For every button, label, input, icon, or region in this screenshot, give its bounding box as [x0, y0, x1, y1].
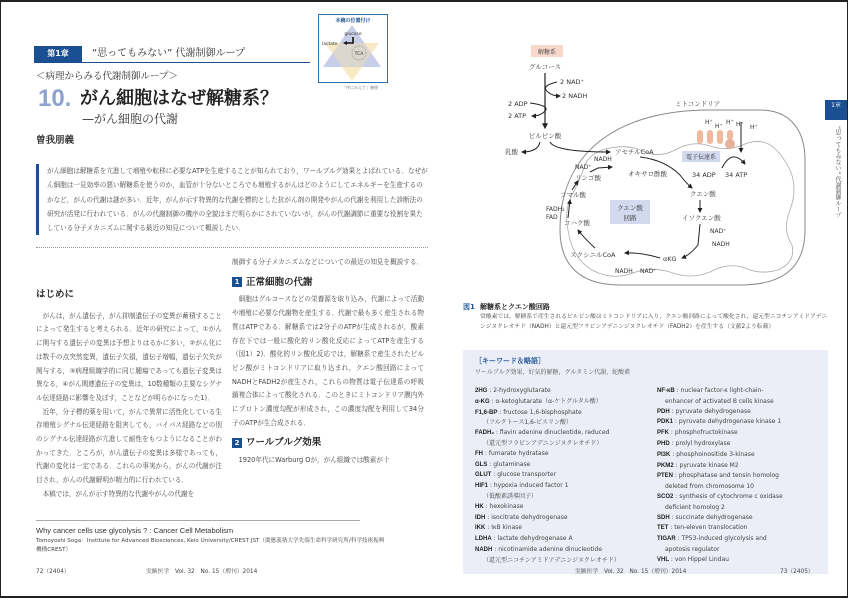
abbreviation-term: TET — [657, 525, 669, 532]
pyruvate-label: ピルビン酸 — [528, 132, 562, 140]
citrate-label: クエン酸 — [690, 190, 716, 198]
abbreviation-separator: : — [673, 492, 680, 500]
body-column-left — [36, 288, 222, 502]
article-number: 10. — [38, 85, 72, 112]
nadh-2-label: 2 NADH — [562, 92, 588, 100]
h-plus-4: H⁺ — [736, 121, 744, 128]
abbreviation-separator: : — [483, 502, 490, 510]
acetyl-coa-label: アセチルCoA — [615, 148, 654, 156]
abbreviation-entry — [475, 397, 655, 408]
abbreviation-definition: α-ketoglutarate（α-ケトグルタル酸） — [495, 397, 602, 405]
abbreviation-separator: : — [673, 472, 679, 480]
abbreviation-separator: : — [669, 407, 676, 415]
abbreviation-term: PKM2 — [657, 462, 674, 469]
abbreviation-term: 2HG — [475, 388, 488, 394]
abbreviation-term: LDHA — [475, 536, 492, 543]
abbreviation-definition: fructose 1,6-bisphosphate — [503, 408, 582, 416]
abbreviation-separator: : — [497, 408, 504, 416]
abbreviation-note: （フルクトース1,6-ビスリン酸） — [483, 419, 573, 427]
abbreviation-definition: isocitrate dehydrogenase — [491, 513, 568, 521]
abbreviation-term: PFK — [657, 430, 669, 437]
abbreviation-definition: pyruvate dehydrogenase — [675, 407, 751, 415]
section-1-heading — [232, 276, 424, 290]
abbreviations-left — [475, 386, 655, 566]
chapter-badge: 第1章 — [34, 46, 82, 62]
abbreviation-separator: : — [483, 449, 489, 457]
abbreviation-separator: : — [668, 524, 675, 532]
atp-2-label: 2 ATP — [508, 112, 527, 120]
side-chapter-title: “思ってもみない” 代謝制御ループ — [834, 126, 841, 219]
abbreviation-term: PTEN — [657, 473, 674, 480]
abbreviation-note: enhancer of activated B cells kinase — [665, 397, 774, 405]
h-plus-3: H⁺ — [726, 119, 734, 126]
intro-paragraph-2: 近年，分子標的薬を用いて，がんで異常に活性化している生存増殖シグナル伝達経路を阻害しても，バイパス経路などの別のシグナル伝達経路が亢進して耐性をもつようになることがわかってきた．ところが，がん遺伝子の変異は多様であっても，代謝の変化は一定である．これらの事実から，がんの代謝が注目され，がんの代謝解明が精力的に行われている． — [36, 407, 222, 485]
adp-2-label: 2 ADP — [508, 100, 528, 108]
abbreviation-entry — [475, 545, 655, 566]
abbreviation-term: GLS — [475, 461, 488, 468]
idh-nadh-label: NADH — [712, 241, 730, 248]
footer-rule — [36, 520, 360, 521]
abbreviation-entry — [475, 481, 655, 502]
abbreviation-definition: hypoxia induced factor 1 — [493, 482, 569, 490]
abbreviation-definition: 2-hydroxyglutarate — [493, 387, 551, 394]
english-title: Why cancer cells use glycolysis ? : Cancer Cell Metabolism — [36, 526, 234, 535]
abbreviation-separator: : — [670, 450, 677, 458]
position-diagram — [319, 15, 386, 81]
succinyl-coa-label: スクシニルCoA — [570, 251, 616, 259]
mdh-nadh-label: NADH — [594, 156, 612, 163]
abbreviation-term: PHD — [657, 440, 670, 447]
abbreviation-separator: : — [491, 535, 498, 543]
chapter-title: “思ってもみない” 代謝制御ループ — [92, 48, 246, 59]
abbreviation-term: IKK — [475, 525, 486, 532]
abstract-divider — [36, 247, 428, 248]
abbreviation-entry — [475, 470, 655, 481]
succinate-label: コハク酸 — [564, 219, 590, 227]
abbreviation-separator: : — [494, 429, 500, 437]
abbreviation-separator: : — [675, 535, 682, 543]
abbreviation-separator: : — [669, 513, 676, 521]
figure-caption-text: 常酸素では，解糖系で産生されるピルビン酸はミトコンドリアに入り，クエン酸回路によって酸化され，還元型ニコチンアミドアデニンジヌクレオチド（NADH）と還元型フラビンアデニンジヌクレオチド（FADH2）を産生する（文献2より転載） — [480, 314, 828, 331]
abbreviation-note: （還元型フラビンアデニンジヌクレオチド） — [483, 439, 603, 447]
abbreviation-entry — [475, 523, 655, 534]
abbreviation-definition: succinate dehydrogenase — [675, 513, 753, 521]
abbreviation-term: NADH — [475, 546, 493, 553]
abbreviation-note: apotosis regulator — [665, 545, 720, 553]
abbreviation-term: TIGAR — [657, 536, 676, 543]
abbreviation-entry — [657, 471, 825, 492]
abbreviation-separator: : — [488, 482, 494, 490]
section-2-title: ワールブルグ効果 — [246, 437, 322, 449]
abbreviation-entry — [657, 386, 825, 407]
malate-label: リンゴ酸 — [575, 174, 601, 182]
lactate-label: 乳酸 — [505, 148, 518, 156]
article-kicker: ＜病理からみる代謝制御ループ＞ — [36, 71, 179, 82]
abbreviation-separator: : — [492, 545, 499, 553]
abbreviation-entry — [657, 513, 825, 524]
abbreviation-note: （低酸素誘導因子） — [483, 492, 538, 500]
abbreviations-right — [657, 386, 825, 566]
abbreviation-term: FH — [475, 450, 483, 457]
abbreviation-separator: : — [485, 524, 492, 532]
mdh-nad-plus-label: NAD⁺ — [575, 164, 592, 171]
abbreviation-separator: : — [674, 387, 681, 394]
abbreviation-entry — [475, 513, 655, 524]
keywords-title: ［キーワード＆略語］ — [475, 357, 545, 365]
abbreviation-term: VHL — [657, 556, 669, 563]
atp-synthase — [725, 139, 735, 149]
abbreviation-definition: von Hippel Lindau — [674, 555, 729, 563]
glucose-label: グルコース — [529, 63, 561, 71]
abbreviation-entry — [475, 408, 655, 429]
abbreviation-term: FADH₂ — [475, 430, 494, 437]
fadh2-label: FADH₂ — [546, 206, 565, 213]
abbreviation-entry — [657, 461, 825, 472]
abbreviation-term: PI3K — [657, 451, 671, 458]
abbreviation-definition: flavin adenine dinucleotide, reduced — [499, 429, 610, 437]
abbreviation-term: α-KG — [475, 398, 490, 405]
abbreviation-note: （還元型ニコチンアミドアデニンジヌクレオチド） — [483, 556, 620, 564]
intro-paragraph-3: 本稿では，がんが示す特異的な代謝やがんの代謝を — [42, 489, 195, 498]
abbreviation-term: F1,6-BP — [475, 409, 498, 416]
chapter-rule — [34, 62, 310, 63]
abbreviation-entry — [657, 555, 825, 566]
abbreviation-entry — [657, 428, 825, 439]
abbreviation-entry — [475, 502, 655, 513]
posbox-tca: TCA — [354, 52, 364, 57]
section-2-heading — [232, 436, 424, 450]
nad-plus-2-label: 2 NAD⁺ — [560, 78, 584, 86]
abbreviation-entry — [475, 386, 655, 397]
abstract: がん細胞は解糖系を亢進して増殖や転移に必要なATPを生産することが知られており，ワールブルグ効果とよばれている．なぜがん細胞は一見効率の悪い解糖系を使うのか，血管が十分ないところでも増殖するがんはどのようにしてエネルギーを生産するのかなど，がんの代謝は謎が多い．近年，がんが示す特異的な代謝を標的とした抗がん剤の開発やがんの代謝を利用した診断法の研究が活発に行われている．がんの代謝制御の機序の全貌はまだ明らかにされていないが，がんの代謝調節に重要な役割を果たしている分子メカニズムに関する最近の知見について概説したい． — [36, 164, 428, 235]
abbreviation-definition: synthesis of cytochrome c oxidase — [679, 492, 783, 500]
position-box — [318, 14, 388, 83]
intro-continuation: 制御する分子メカニズムなどについての最近の知見を概説する． — [232, 258, 424, 266]
abbreviation-definition: glutaminase — [493, 460, 531, 468]
etc-complex-4 — [727, 130, 733, 140]
abbreviation-definition: pyruvate dehydrogenase kinase 1 — [678, 418, 782, 426]
abbreviation-note: deficient homolog 2 — [665, 503, 725, 511]
fumarate-label: フマル酸 — [560, 191, 586, 199]
abbreviation-term: PDK1 — [657, 419, 674, 426]
abbreviation-separator: : — [491, 471, 498, 479]
fad-label: FAD — [546, 214, 558, 221]
adp-34-label: 34 ADP — [692, 171, 716, 179]
position-box-caption: 「序にかえて」参照 — [342, 85, 378, 90]
section-1-text: 細胞はグルコースなどの栄養源を取り込み，代謝によって活動や増殖に必要な代謝物を産生する．代謝で最も多く産生される物質はATPである．解糖系では2分子のATPが生成されるが，酸素存在下では一般に酸化的リン酸化反応によってATPを産生する（図1）2)．酸化的リン酸化反応では，解糖系で産生されたピルビン酸がミトコンドリアに取り込まれ，クエン酸回路によってNADHとFADH2が産生され，これらの物質は電子伝達系の呼吸鎖複合体によって酸化される．このときにミトコンドリア膜内外にプロトン濃度勾配が形成され，この濃度勾配を利用して34分子のATPが生合成される． — [232, 295, 424, 427]
mitochondria-label: ミトコンドリア — [675, 100, 721, 108]
idh-nad-plus-label: NAD⁺ — [710, 228, 727, 235]
abbreviation-term: SDH — [657, 514, 670, 521]
abbreviation-entry — [475, 460, 655, 471]
abbreviation-entry — [475, 449, 655, 460]
abbreviation-term: IDH — [475, 514, 486, 521]
abbreviation-definition: phosphofructokinase — [674, 429, 738, 437]
left-journal-info: 実験医学 Vol. 32 No. 15（増刊）2014 — [146, 569, 258, 575]
akgdh-nadh-label: NADH — [615, 268, 633, 275]
abbreviation-entry — [657, 439, 825, 450]
left-page-number: 72（2404） — [36, 569, 70, 575]
article-title: がん細胞はなぜ解糖系？ — [80, 88, 278, 109]
abbreviation-separator: : — [669, 429, 675, 437]
abbreviation-separator: : — [673, 461, 680, 469]
abbreviation-entry — [657, 417, 825, 428]
abbreviation-separator: : — [669, 555, 675, 563]
abbreviation-term: GLUT — [475, 472, 492, 479]
body-column-right — [232, 256, 424, 468]
posbox-lactate: lactate — [322, 42, 338, 47]
abbreviation-term: PDH — [657, 408, 670, 415]
glycolysis-label: 解糖系 — [537, 49, 557, 56]
author-affiliation: Tomoyoshi Soga：Institute for Advanced Biosciences, Keio University/CREST JST（慶應義塾大学先端生命科学研究所/科学技術振興機構CREST） — [36, 538, 385, 553]
h-plus-5: H⁺ — [750, 124, 758, 131]
abbreviation-separator: : — [669, 439, 676, 447]
keywords-list: ワールブルグ効果，好気的解糖，グルタミン代謝，蛇酸素 — [475, 369, 631, 376]
abbreviation-term: SCO2 — [657, 493, 674, 500]
section-1-number: 1 — [232, 277, 242, 287]
abbreviation-definition: lactate dehydrogenase A — [497, 535, 573, 543]
abbreviation-definition: pyruvate kinase M2 — [679, 461, 739, 469]
etc-complex-3 — [717, 130, 723, 144]
abbreviation-definition: TP53-induced glycolysis and — [681, 535, 767, 543]
abbreviation-definition: ten-eleven translocation — [674, 524, 748, 532]
abbreviation-entry — [475, 534, 655, 545]
akgdh-nad-plus-label: NAD⁺ — [640, 268, 657, 275]
figure-label: 図1 — [463, 303, 475, 311]
h-plus-2: H⁺ — [715, 123, 723, 130]
abbreviation-term: HK — [475, 503, 484, 510]
intro-paragraph-1: がんは，がん遺伝子，がん抑制遺伝子の変異が蓄積することによって発生すると考えられる．近年の研究によって，①がんに関与する遺伝子の変異は予想よりはるかに多い，②がん化には数千の点突然変異，遺伝子欠損，遺伝子増幅，遺伝子欠失が関与する，③病理組織学的に同じ腫瘍であっても遺伝子変異は異なる，④がん関連遺伝子の変異は，10数種類の主要なシグナル伝達経路に影響を及ぼす，ことなどが明らかになった1)． — [36, 311, 222, 402]
posbox-glucose: glucose — [344, 32, 362, 37]
abbreviation-note: deleted from chromosome 10 — [665, 483, 754, 491]
isocitrate-label: イソクエン酸 — [682, 214, 721, 222]
abbreviation-entry — [657, 523, 825, 534]
abbreviation-separator: : — [485, 513, 492, 521]
abbreviation-definition: nuclear factor-κ light-chain- — [680, 387, 764, 394]
position-box-title: 本稿の位置付け — [335, 18, 371, 24]
abbreviation-separator: : — [489, 397, 496, 405]
abbreviation-entry — [657, 407, 825, 418]
abbreviation-term: HIF1 — [475, 483, 489, 490]
side-chapter-tab: 1章 — [825, 100, 847, 120]
metabolism-diagram — [460, 40, 820, 295]
abbreviation-entry — [657, 450, 825, 461]
h-plus-1: H⁺ — [705, 119, 713, 126]
abbreviation-definition: nicotinamide adenine dinucleotide — [498, 545, 603, 553]
section-2-number: 2 — [232, 438, 242, 448]
abbreviation-term: NF-κB — [657, 388, 675, 394]
abbreviation-entry — [475, 428, 655, 449]
abbreviation-definition: prolyl hydroxylase — [675, 439, 731, 447]
right-journal-info: 実験医学 Vol. 32 No. 15（増刊）2014 — [575, 569, 687, 575]
abbreviation-definition: hexokinase — [489, 502, 524, 510]
section-2-text: 1920年代にWarburg Oが，がん組織では酸素が十 — [238, 456, 390, 465]
article-subtitle: —がん細胞の代謝 — [82, 112, 179, 126]
tca-label-line2: 回路 — [623, 214, 637, 222]
section-1-title: 正常細胞の代謝 — [246, 276, 313, 288]
abbreviation-entry — [657, 534, 825, 555]
abbreviation-definition: fumarate hydratase — [488, 449, 549, 457]
etc-label: 電子伝達系 — [685, 154, 717, 161]
etc-complex-2 — [707, 130, 713, 144]
etc-complex-1 — [697, 130, 703, 144]
abbreviation-definition: IκB kinase — [491, 524, 522, 532]
abbreviation-definition: phosphoinositide 3-kinase — [676, 450, 755, 458]
figure-title: 解糖系とクエン酸回路 — [480, 303, 550, 311]
author-name: 曽我朋義 — [36, 135, 75, 146]
abbreviation-definition: glucose transporter — [497, 471, 557, 479]
atp-34-label: 34 ATP — [725, 171, 748, 179]
abbreviation-separator: : — [487, 387, 494, 394]
abbreviation-entry — [657, 492, 825, 513]
abbreviation-separator: : — [673, 418, 679, 426]
right-page-number: 73（2405） — [780, 569, 814, 575]
abbreviation-definition: phosphatase and tensin homolog — [678, 472, 779, 480]
oxaloacetate-label: オキサロ酢酸 — [628, 170, 667, 178]
abbreviation-separator: : — [487, 460, 494, 468]
akg-label: αKG — [663, 255, 677, 263]
intro-heading: はじめに — [36, 289, 75, 300]
tca-label-line1: クエン酸 — [617, 204, 643, 212]
